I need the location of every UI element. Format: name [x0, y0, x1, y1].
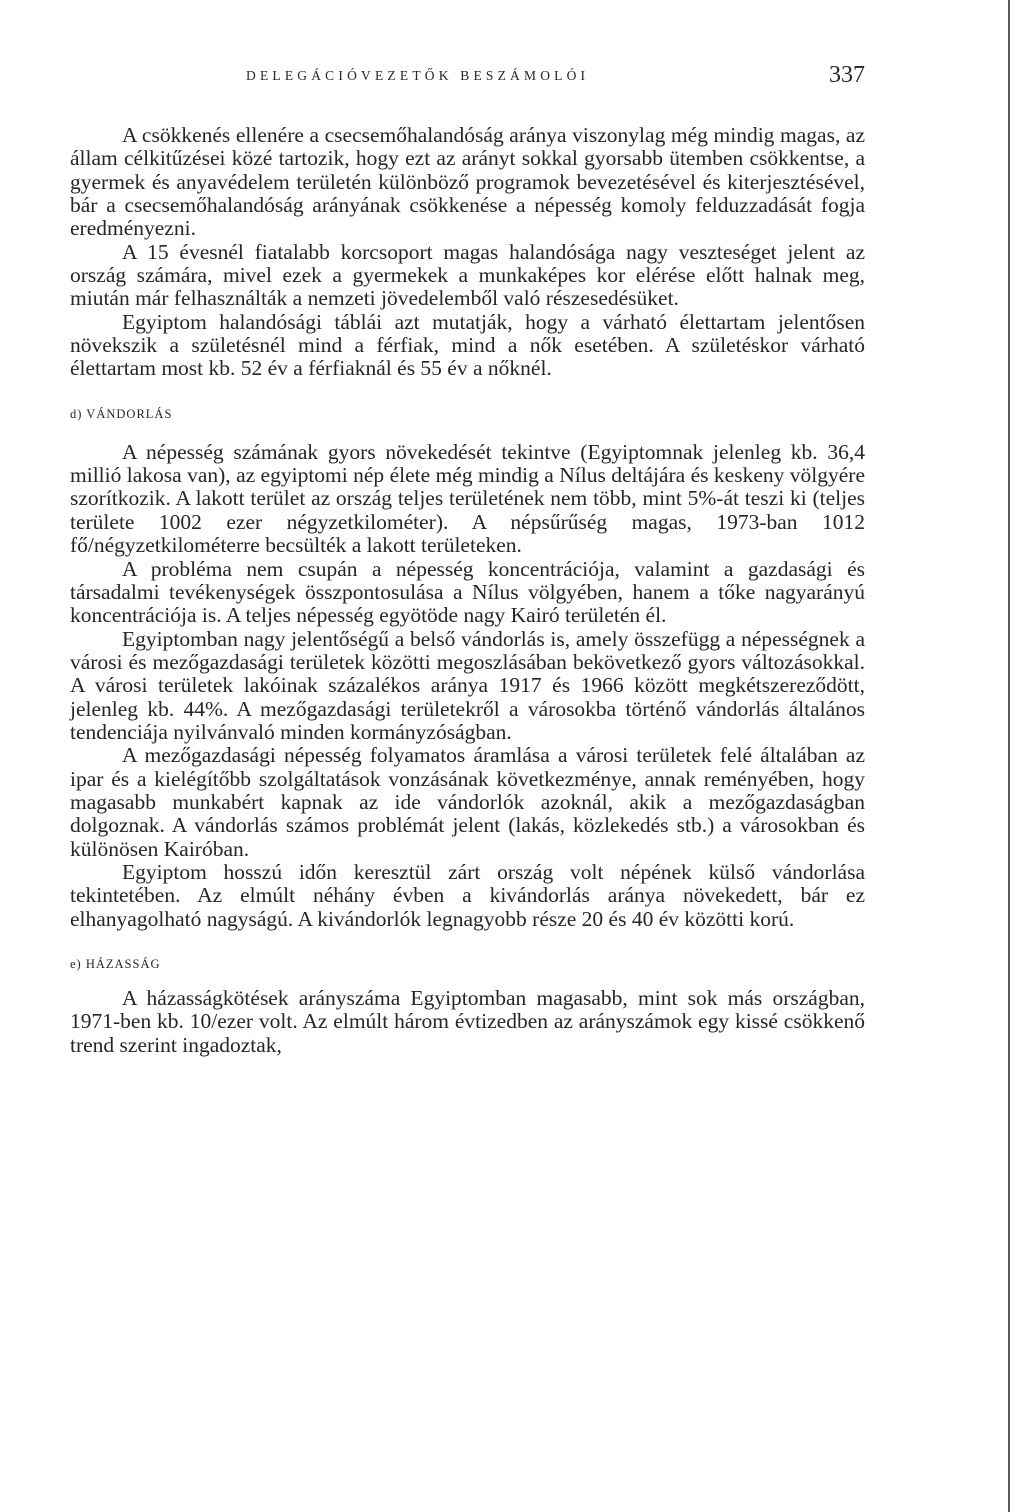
paragraph: A csökkenés ellenére a csecsemőhalandóság aránya viszonylag még mindig magas, az állam célkitűzései közé tartozik, hogy ezt az arányt sokkal gyorsabb ütemben csökkentse, a gyermek és anyavédelem területén különböző programok bevezetésével és kiterjesztésével, bár a csecsemőhalandóság arányának csökkenése a népesség komoly felduzzadását fogja eredményezni. — [70, 123, 865, 241]
paragraph: A probléma nem csupán a népesség koncentrációja, valamint a gazdasági és társadalmi tevékenységek összpontosulása a Nílus völgyében, hanem a tőke nagyarányú koncentrációja is. A teljes népesség egyötöde nagy Kairó területén él. — [70, 556, 865, 628]
page-edge-line — [1008, 0, 1010, 1512]
spacer — [70, 931, 865, 957]
paragraph: A házasságkötések arányszáma Egyiptomban magasabb, mint sok más országban, 1971-ben kb. 10/ezer volt. Az elmúlt három évtizedben az arányszámok egy kissé csökkenő trend szerint ingadoztak, — [70, 986, 865, 1057]
spacer — [70, 421, 865, 441]
spacer — [70, 971, 865, 987]
paragraph: Egyiptom hosszú időn keresztül zárt ország volt népének külső vándorlása tekintetében. Az elmúlt néhány évben a kivándorlás aránya növekedett, bár ez elhanyagolható nagyságú. A kivándorlók legnagyobb része 20 és 40 év közötti korú. — [70, 859, 865, 931]
paragraph: Egyiptomban nagy jelentőségű a belső vándorlás is, amely összefügg a népességnek a városi és mezőgazdasági területek közötti megoszlásában bekövetkező gyors változásokkal. A városi területek lakóinak százalékos aránya 1917 és 1966 között megkétszereződött, jelenleg kb. 44%. A mezőgazdasági területekről a városokba történő vándorlás általános tendenciája nyilvánvaló minden kormányzóságban. — [70, 626, 865, 744]
spacer — [70, 381, 865, 407]
section-heading-marriage: e) HÁZASSÁG — [70, 957, 161, 971]
page-number: 337 — [829, 62, 865, 88]
paragraph: A népesség számának gyors növekedését tekintve (Egyiptomnak jelenleg kb. 36,4 millió lakosa van), az egyiptomi nép élete még mindig a Nílus deltájára és keskeny völgyére szorítkozik. A lakott terület az ország teljes területének nem több, mint 5%-át teszi ki (teljes területe 1002 ezer négyzetkilométer). A népsűrűség magas, 1973-ban 1012 fő/négyzetkilométerre becsülték a lakott területeken. — [70, 439, 865, 558]
paragraph: A mezőgazdasági népesség folyamatos áramlása a városi területek felé általában az ipar és a kielégítőbb szolgáltatások vonzásának következménye, annak reményében, hogy magasabb munkabért kapnak az ide vándorlók azoknál, akik a mezőgazdaságban dolgoznak. A vándorlás számos problémát jelent (lakás, közlekedés stb.) a városokban és különösen Kairóban. — [70, 743, 865, 861]
body-text — [70, 124, 865, 1057]
running-head: DELEGÁCIÓVEZETŐK BESZÁMOLÓI — [246, 68, 590, 83]
page-header — [70, 62, 865, 96]
section-heading-migration: d) VÁNDORLÁS — [70, 406, 173, 421]
paragraph: A 15 évesnél fiatalabb korcsoport magas halandósága nagy veszteséget jelent az ország számára, mivel ezek a gyermekek a munkaképes kor elérése előtt halnak meg, miután már felhasználták a nemzeti jövedelemből való részesedésüket. — [70, 239, 865, 311]
paragraph: Egyiptom halandósági táblái azt mutatják, hogy a várható élettartam jelentősen növekszik a születésnél mind a férfiak, mind a nők esetében. A születéskor várható élettartam most kb. 52 év a férfiaknál és 55 év a nőknél. — [70, 309, 865, 381]
